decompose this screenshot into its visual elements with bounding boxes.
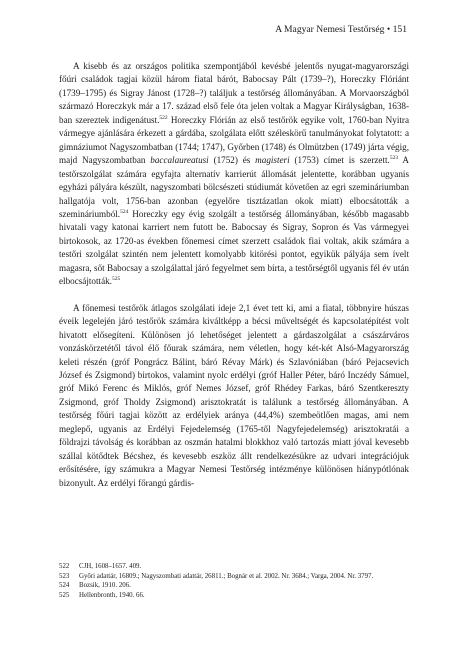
text-run: A testőrszolgálat számára egyfajta alternatív karrierút állomását jelentette, korábban ugyanis egyházi pályára készült, nagyszombati bölcsészeti stúdiumát követően az egri szemináriumban hallgatója volt, 1756-ban azonban (egyelőre tisztázatlan okok miatt) elbocsátották a szemináriumból. <box>59 155 409 219</box>
text-run: A főnemesi testőrök átlagos szolgálati ideje 2,1 évet tett ki, ami a fiatal, többnyire húszas éveik legelején járó testőrök számára kiváltképp a bécsi műveltségét és kapcsolatépítést volt hivatott elősegíteni. Különösen jó lehetőséget jelentett a gárdaszolgálat a császárváros vonzáskörzetétől távol élő főurak számára, nem véletlen, hogy két-két Alsó-Magyarország keleti részén (gróf Pongrácz Bálint, báró Révay Márk) és Szlavóniában (báró Pejacsevich József és Zsigmond) birtokos, valamint nyolc erdélyi (gróf Haller Péter, báró Inczédy Sámuel, gróf Mikó Ferenc és Miklós, gróf Nemes József, gróf Rhédey Farkas, báró Szentkereszty Zsigmond, gróf Tholdy Zsigmond) arisztokratát is találunk a testőrség állományában. A testőrség főúri tagjai között az erdélyiek aránya (44,4%) szembeötlően magas, ami nem meglepő, ugyanis az Erdélyi Fejedelemség (1765-től Nagyfejedelemség) arisztokratái a földrajzi távolság és korábban az oszmán hatalmi blokkhoz való tartozás miatt jóval kevesebb szállal kötődtek Bécshez, és kevesebb eszköz állt rendelkezésükre az udvari integrációjuk erősítésére, így számukra a Magyar Nemesi Testőrség intézménye különösen hiánypótlónak bizonyult. Az erdélyi főrangú gárdis- <box>59 302 409 488</box>
footnote-text: CJH, 1608–1657. 409. <box>79 563 142 570</box>
body-text <box>59 60 409 490</box>
footnote-text: Hellenbronth, 1940. 66. <box>79 592 145 600</box>
footnotes <box>59 562 409 601</box>
footnote <box>59 562 409 572</box>
page-number: 151 <box>392 24 407 35</box>
text-run: (1753) címet is szerzett. <box>289 155 390 166</box>
text-run: (1752) és <box>208 155 256 166</box>
footnote-text: Győri adattár, 16809.; Nagyszombati adattár, 26811.; Bognár et al. 2002. Nr. 3684.; Varga, 2004. Nr. 3797. <box>79 572 374 580</box>
italic-term: magisteri <box>255 155 290 166</box>
footnote-number: 522 <box>59 563 70 570</box>
header-separator: • <box>386 24 391 35</box>
text-run: A kisebb és az országos politika szempontjából kevésbé jelentős nyugat-magyarországi főúri családok tagjai közül három fiatal bárót, Babocsay Pált (1739–?), Horeczky Flóriánt (1739–1795) és Sigray Jánost (1728–?) találjuk a testőrség állományában. A Morvaországból származó Horeczkyk már a 17. század első fele óta jelen voltak a Magyar Királyságban, 1638-ban szereztek indigenátust. <box>59 61 409 125</box>
footnote-number: 523 <box>59 572 70 580</box>
footnote-ref: 525 <box>111 276 121 283</box>
running-header <box>275 24 407 35</box>
footnote-number: 525 <box>59 592 70 600</box>
text-run: Horeczky Flórián az első testőrök egyike volt, 1760-ban Nyitra vármegye ajánlására érkezett a gárdába, szolgálata előtt széleskörű tanulmányokat folytatott: a gimnáziumot Nagyszombatban (1744; 1747), Győrben (1748) és Olmützben (1749) járta végig, majd Nagyszombatban <box>59 114 409 166</box>
italic-term: baccalaureatusi <box>150 155 209 166</box>
footnote-ref: 522 <box>159 114 168 121</box>
text-run: Horeczky egy évig szolgált a testőrség állományában, később magasabb hivatali vagy katonai karriert nem futott be. Babocsay és Sigray, Sopron és Vas vármegyei birtokosok, az 1720-as években főnemesi címet szerzett családok fiai voltak, akik számára a testőri szolgálat szintén nem jelentett komolyabb kitörési pontot, egyikük pályája sem ívelt magasra, sőt Babocsay a szolgálattal járó fegyelmet sem bírta, a testőrségtől ugyanis fél év után elbocsájtották. <box>59 208 409 287</box>
footnote-ref: 524 <box>120 208 129 215</box>
footnote-ref: 523 <box>389 155 399 162</box>
footnote <box>59 591 409 601</box>
body-paragraph <box>59 302 409 490</box>
running-title: A Magyar Nemesi Testőrség <box>275 24 385 35</box>
footnote <box>59 581 409 591</box>
footnote <box>59 572 409 582</box>
footnote-text: Bozsik, 1910. 206. <box>79 582 131 590</box>
footnote-number: 524 <box>59 582 70 590</box>
body-paragraph <box>59 60 409 289</box>
